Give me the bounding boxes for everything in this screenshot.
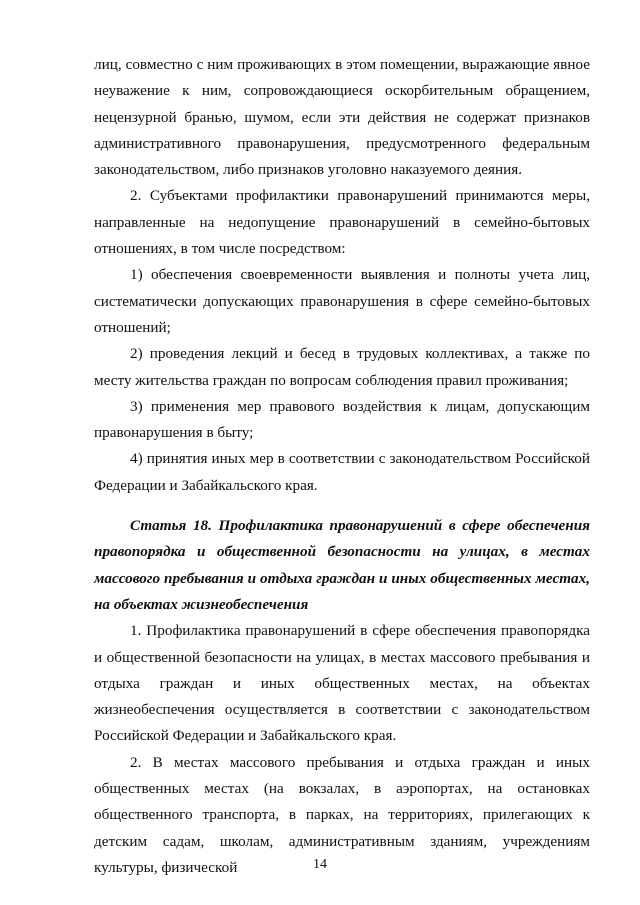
article-heading: Статья 18. Профилактика правонарушений в сфере обеспечения правопорядка и общественной безопасности на улицах, в местах массового пребывания и отдыха граждан и иных общественных местах, на объектах жизнеобеспечения (94, 517, 590, 613)
list-item-2: 2) проведения лекций и бесед в трудовых коллективах, а также по месту жительства граждан по вопросам соблюдения правил проживания; (94, 345, 590, 389)
list-item-4: 4) принятия иных мер в соответствии с законодательством Российской Федерации и Забайкальского края. (94, 450, 590, 494)
page-number: 14 (313, 857, 327, 872)
list-item-1: 1) обеспечения своевременности выявления и полноты учета лиц, систематически допускающих правонарушения в сфере семейно-бытовых отношений; (94, 266, 590, 336)
document-page (94, 52, 590, 881)
list-item-3: 3) применения мер правового воздействия к лицам, допускающим правонарушения в быту; (94, 397, 590, 442)
article-clause-2: 2. В местах массового пребывания и отдыха граждан и иных общественных местах (на вокзалах, в аэропортах, на остановках общественного транспорта, в парках, на территориях, прилегающих к детским садам, школам, административным зданиям, учреждениям культуры, физической (94, 753, 590, 876)
article-clause-1: 1. Профилактика правонарушений в сфере обеспечения правопорядка и общественной безопасности на улицах, в местах массового пребывания и отдыха граждан и иных общественных местах, на объектах жизнеобеспечения осуществляется в соответствии с законодательством Российской Федерации и Забайкальского края. (94, 622, 590, 745)
paragraph-continuation: лиц, совместно с ним проживающих в этом помещении, выражающие явное неуважение к ним, сопровождающиеся оскорбительным обращением, нецензурной бранью, шумом, если эти действия не содержат признаков административного правонарушения, предусмотренного федеральным законодательством, либо признаков уголовно наказуемого деяния. (94, 56, 590, 179)
paragraph-clause-2: 2. Субъектами профилактики правонарушений принимаются меры, направленные на недопущение правонарушений в семейно-бытовых отношениях, в том числе посредством: (94, 187, 590, 258)
